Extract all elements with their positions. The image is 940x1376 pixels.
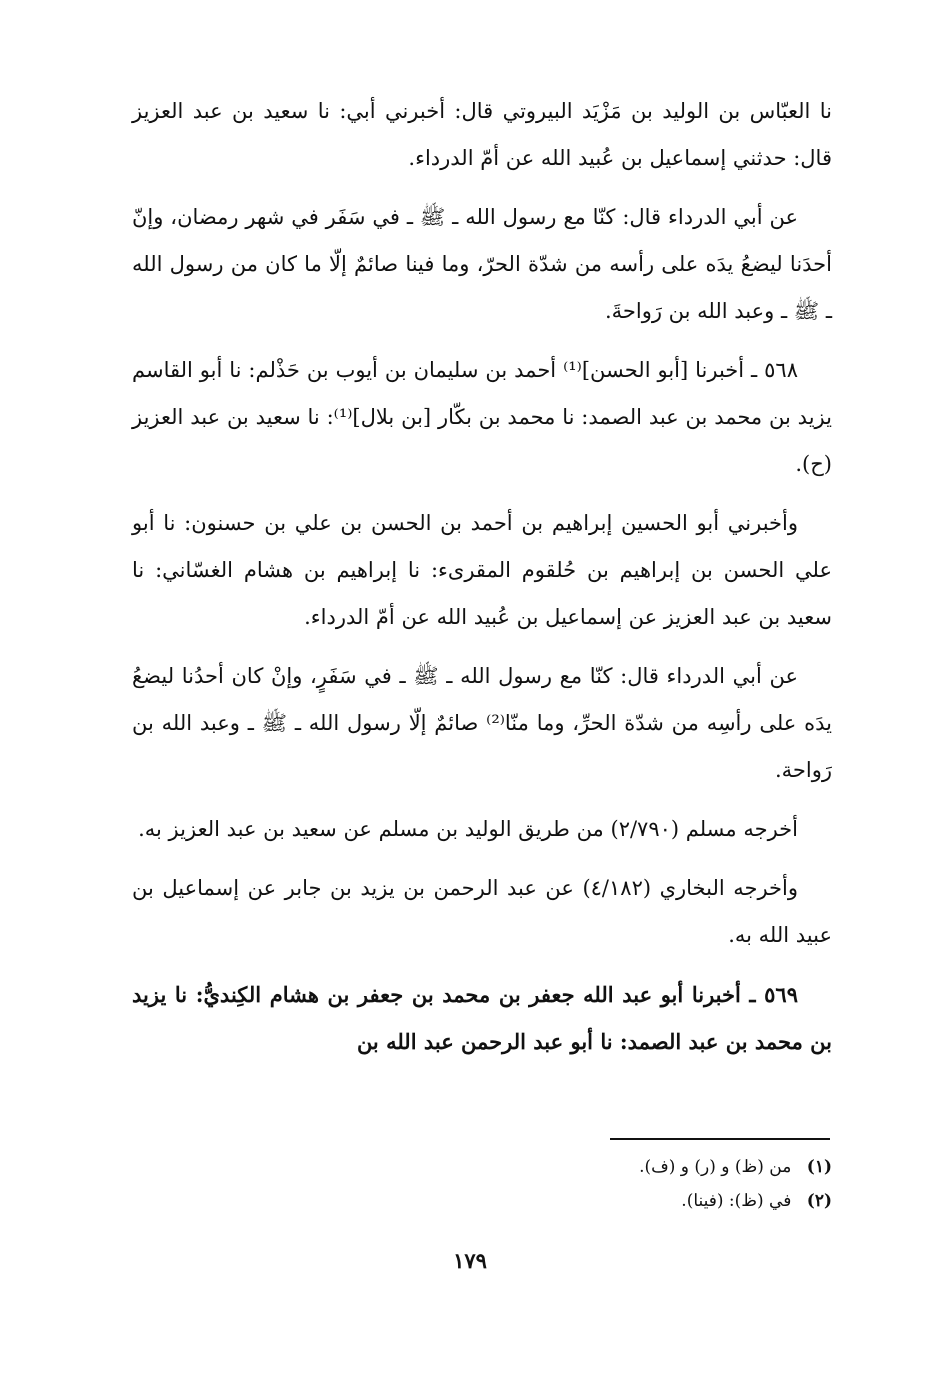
footnote-item (132, 1184, 832, 1218)
paragraph-isnad-1: نا العبّاس بن الوليد بن مَزْيَد البيروتي قال: أخبرني أبي: نا سعيد بن عبد العزيز قال: حدثني إسماعيل بن عُبيد الله عن أمّ الدرداء. (132, 99, 832, 170)
paragraph-hadith-569: ٥٦٩ ـ أخبرنا أبو عبد الله جعفر بن محمد بن جعفر بن هشام الكِنديُّ: نا يزيد بن محمد بن عبد الصمد: نا أبو عبد الرحمن عبد الله بن (132, 982, 832, 1054)
footnote-text: من (ظ) و (ر) و (ف). (639, 1157, 792, 1177)
footnote-text: في (ظ): (فينا). (681, 1191, 792, 1211)
main-text (132, 88, 832, 1077)
paragraph-hadith-2: عن أبي الدرداء قال: كنّا مع رسول الله ـ ﷺ ـ في سَفَرٍ، وإنْ كان أحدُنا ليضعُ يدَه على رأسِه من شدّة الحرِّ، وما منّا⁽²⁾ صائمٌ إلّا رسول الله ـ ﷺ ـ وعبد الله بن رَواحة. (132, 664, 832, 782)
footnote-item (132, 1150, 832, 1184)
footnotes (132, 1150, 832, 1218)
paragraph-takhrij-muslim: أخرجه مسلم (٢/٧٩٠) من طريق الوليد بن مسلم عن سعيد بن عبد العزيز به. (138, 817, 798, 841)
footnote-number: (١) (806, 1157, 832, 1177)
paragraph-hadith-568: ٥٦٨ ـ أخبرنا [أبو الحسن]⁽¹⁾ أحمد بن سليمان بن أيوب بن حَذْلم: نا أبو القاسم يزيد بن محمد بن عبد الصمد: نا محمد بن بكّار [بن بلال]⁽¹⁾: نا سعيد بن عبد العزيز (ح). (132, 358, 832, 476)
page-number: ١٧٩ (453, 1248, 487, 1273)
footnote-number: (٢) (806, 1191, 832, 1211)
paragraph-hadith-1: عن أبي الدرداء قال: كنّا مع رسول الله ـ ﷺ ـ في سَفَر في شهر رمضان، وإنّ أحدَنا ليضعُ يدَه على رأسه من شدّة الحرّ، وما فينا صائمٌ إلّا ما كان من رسول الله ـ ﷺ ـ وعبد الله بن رَواحةَ. (132, 205, 832, 323)
paragraph-isnad-2: وأخبرني أبو الحسين إبراهيم بن أحمد بن الحسن بن علي بن حسنون: نا أبو علي الحسن بن إبراهيم بن حُلقوم المقرىء: نا إبراهيم بن هشام الغسّاني: نا سعيد بن عبد العزيز عن إسماعيل بن عُبيد الله عن أمّ الدرداء. (132, 511, 832, 629)
paragraph-takhrij-bukhari: وأخرجه البخاري (٤/١٨٢) عن عبد الرحمن بن يزيد بن جابر عن إسماعيل بن عبيد الله به. (132, 876, 832, 947)
footnote-divider (610, 1138, 830, 1140)
